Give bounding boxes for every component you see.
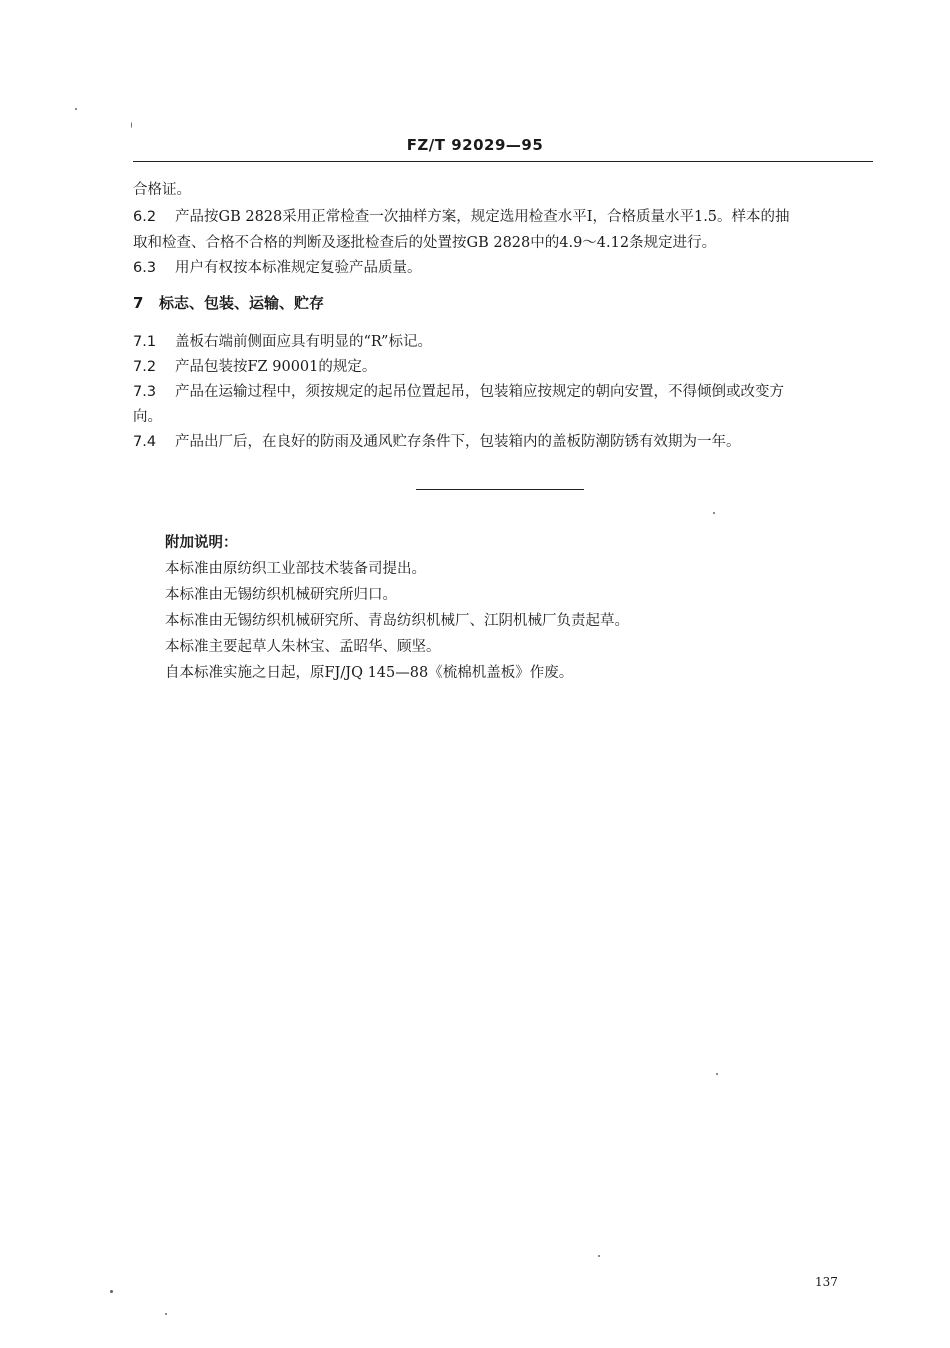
clause-text: 盖板右端前侧面应具有明显的“R”标记。 — [175, 334, 432, 350]
clause-text: 产品按GB 2828采用正常检查一次抽样方案，规定选用检查水平Ⅰ，合格质量水平1.5。样本的抽 — [175, 209, 790, 225]
clause-text: 产品在运输过程中，须按规定的起吊位置起吊，包装箱应按规定的朝向安置，不得倾倒或改变方 — [175, 384, 784, 400]
clause-7-4 — [133, 430, 741, 451]
clause-7-1 — [133, 330, 432, 351]
section-number: 7 — [133, 294, 144, 312]
standard-code-header: FZ/T 92029—95 — [406, 136, 544, 154]
clause-6-2-line-2: 取和检查、合格不合格的判断及逐批检查后的处置按GB 2828中的4.9～4.12条规定进行。 — [133, 235, 717, 251]
clause-7-3-line-1 — [133, 380, 784, 401]
page-number: 137 — [815, 1275, 838, 1289]
notes-line: 本标准主要起草人朱林宝、孟昭华、顾坚。 — [165, 639, 441, 655]
clause-6-2-line-1 — [133, 205, 790, 226]
clause-number: 7.4 — [133, 434, 157, 450]
clause-number: 6.2 — [133, 209, 157, 225]
clause-number: 7.1 — [133, 334, 157, 350]
scan-speck — [131, 122, 132, 128]
section-title: 标志、包装、运输、贮存 — [159, 294, 325, 312]
notes-line: 本标准由无锡纺织机械研究所、青岛纺织机械厂、江阴机械厂负责起草。 — [165, 613, 629, 629]
scan-speck — [110, 1290, 113, 1293]
clause-number: 7.2 — [133, 359, 157, 375]
clause-7-3-line-2: 向。 — [133, 409, 162, 425]
header-rule — [133, 161, 873, 162]
notes-line: 自本标准实施之日起，原FJ/JQ 145—88《梳棉机盖板》作废。 — [165, 665, 574, 681]
clause-6-3 — [133, 256, 422, 277]
section-7-heading — [133, 292, 324, 313]
notes-line: 本标准由原纺织工业部技术装备司提出。 — [165, 561, 426, 577]
scan-speck — [165, 1313, 167, 1315]
scan-speck — [598, 1255, 600, 1257]
end-rule — [416, 489, 584, 490]
notes-title: 附加说明： — [165, 534, 238, 551]
scan-speck — [713, 512, 715, 514]
notes-line: 本标准由无锡纺织机械研究所归口。 — [165, 587, 397, 603]
clause-text: 用户有权按本标准规定复验产品质量。 — [175, 260, 422, 276]
clause-text: 产品包装按FZ 90001的规定。 — [175, 359, 377, 375]
scan-speck — [75, 108, 77, 110]
clause-7-2 — [133, 355, 376, 376]
additional-notes — [165, 530, 629, 686]
continuation-text: 合格证。 — [133, 182, 191, 198]
clause-number: 7.3 — [133, 384, 157, 400]
clause-number: 6.3 — [133, 260, 157, 276]
clause-text: 产品出厂后，在良好的防雨及通风贮存条件下，包装箱内的盖板防潮防锈有效期为一年。 — [175, 434, 741, 450]
scan-speck — [716, 1073, 718, 1075]
